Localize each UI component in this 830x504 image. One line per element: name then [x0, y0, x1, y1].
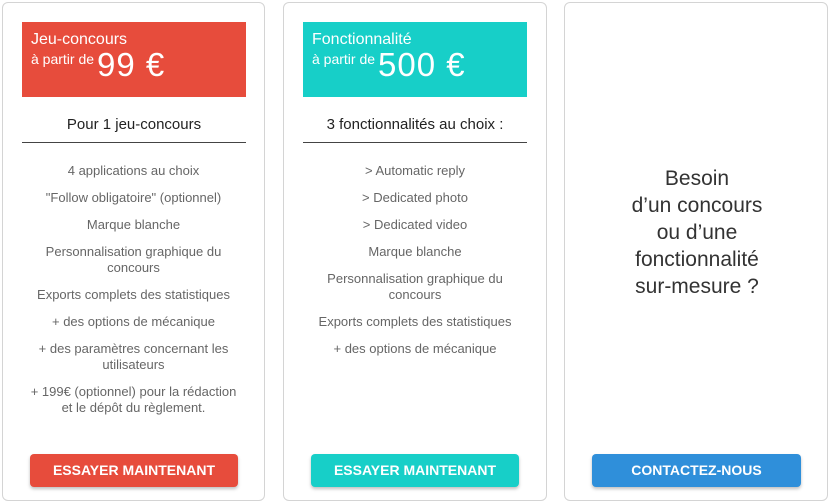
feature-item: Exports complets des statistiques [318, 314, 512, 329]
feature-item: + des options de mécanique [333, 341, 497, 356]
feature-item: + des options de mécanique [52, 314, 215, 329]
feature-item: Marque blanche [86, 217, 181, 232]
feature-list [294, 163, 536, 357]
feature-item: > Automatic reply [364, 163, 466, 178]
feature-list [13, 163, 254, 416]
pricing-card-feature [283, 2, 547, 501]
feature-item: Personnalisation graphique du concours [45, 244, 222, 275]
feature-item: > Dedicated photo [362, 190, 468, 205]
feature-item: "Follow obligatoire" (optionnel) [45, 190, 222, 205]
try-now-button[interactable]: ESSAYER MAINTENANT [311, 454, 519, 487]
price-amount: 500 € [378, 46, 466, 83]
price-amount: 99 € [97, 46, 166, 83]
pricing-card-contest [2, 2, 265, 501]
price-header [22, 22, 246, 97]
feature-item: > Dedicated video [362, 217, 468, 232]
custom-request-card [564, 2, 828, 501]
plan-title: Jeu-concours [31, 31, 128, 48]
feature-item: Exports complets des statistiques [37, 287, 230, 302]
price-from-label: à partir de [31, 51, 95, 67]
price-from-label: à partir de [312, 51, 376, 67]
custom-request-question [585, 165, 809, 300]
try-now-button[interactable]: ESSAYER MAINTENANT [30, 454, 238, 487]
plan-subtitle: 3 fonctionnalités au choix : [303, 113, 527, 143]
question-line: Besoin [664, 167, 730, 190]
question-line: d’un concours [631, 194, 763, 217]
feature-item: 4 applications au choix [67, 163, 200, 178]
plan-subtitle: Pour 1 jeu-concours [22, 113, 246, 143]
feature-item: + des paramètres concernant les utilisateurs [38, 341, 229, 372]
feature-item: Marque blanche [368, 244, 462, 259]
question-line: sur-mesure ? [635, 275, 759, 298]
feature-item: Personnalisation graphique du concours [327, 271, 503, 302]
question-line: ou d’une [656, 221, 738, 244]
plan-title: Fonctionnalité [312, 31, 412, 48]
contact-us-button[interactable]: CONTACTEZ-NOUS [592, 454, 801, 487]
question-line: fonctionnalité [635, 248, 759, 271]
feature-item: + 199€ (optionnel) pour la rédaction et le dépôt du règlement. [30, 384, 237, 415]
price-header [303, 22, 527, 97]
